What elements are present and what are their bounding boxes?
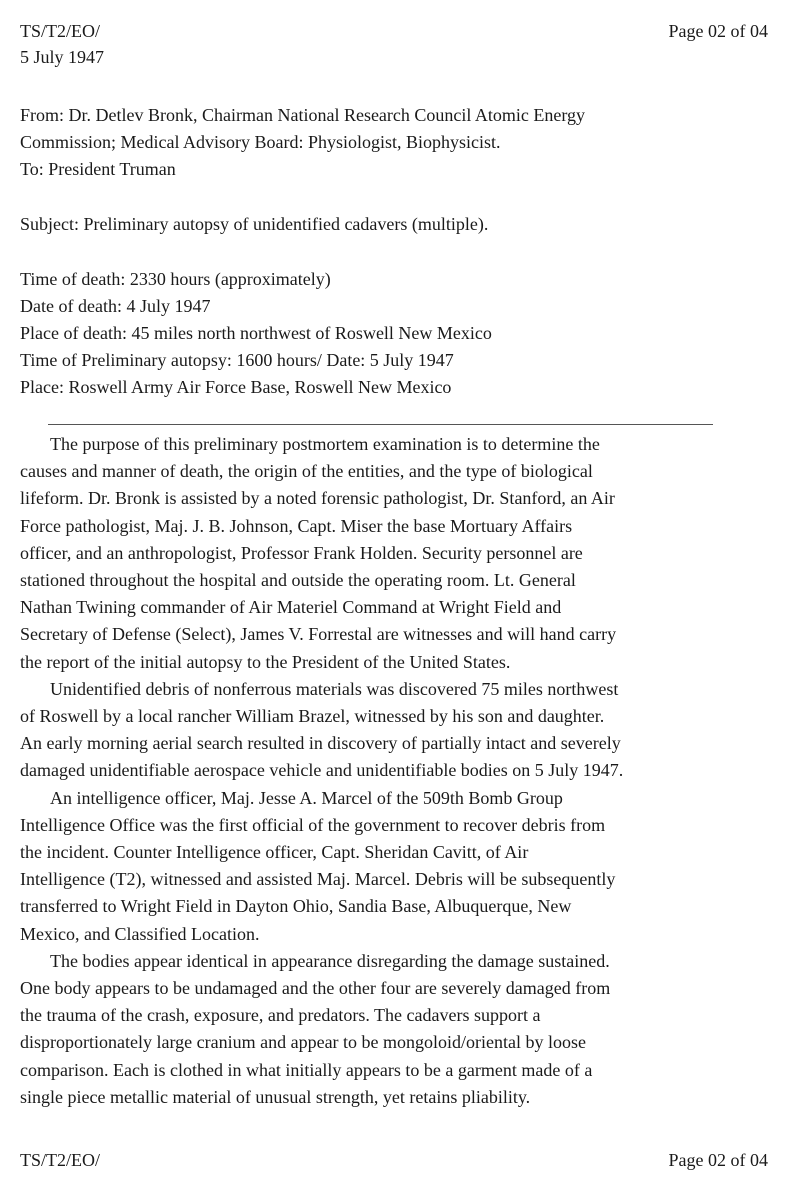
detail-line: Time of death: 2330 hours (approximately): [20, 269, 331, 289]
body-line: officer, and an anthropologist, Professor Frank Holden. Security personnel are: [20, 542, 583, 563]
body-line: the trauma of the crash, exposure, and predators. The cadavers support a: [20, 1005, 541, 1026]
body-line: Intelligence (T2), witnessed and assisted Maj. Marcel. Debris will be subsequently: [20, 869, 616, 890]
body-line: comparison. Each is clothed in what initially appears to be a garment made of a: [20, 1059, 593, 1080]
body-line: transferred to Wright Field in Dayton Ohio, Sandia Base, Albuquerque, New: [20, 896, 572, 917]
body-line: One body appears to be undamaged and the other four are severely damaged from: [20, 978, 611, 999]
body-line: causes and manner of death, the origin of the entities, and the type of biological: [20, 461, 593, 482]
body-line: Unidentified debris of nonferrous materials was discovered 75 miles northwest: [50, 678, 619, 699]
body-line: Secretary of Defense (Select), James V. Forrestal are witnesses and will hand carry: [20, 624, 617, 645]
body-line: stationed throughout the hospital and outside the operating room. Lt. General: [20, 570, 576, 591]
body-line: The bodies appear identical in appearance disregarding the damage sustained.: [50, 950, 610, 971]
body-line: Intelligence Office was the first official of the government to recover debris from: [20, 814, 606, 835]
body-line: Mexico, and Classified Location.: [20, 923, 260, 944]
body-line: single piece metallic material of unusual strength, yet retains pliability.: [20, 1086, 531, 1107]
body-line: the incident. Counter Intelligence officer, Capt. Sheridan Cavitt, of Air: [20, 842, 529, 863]
body-text: [20, 431, 780, 1111]
detail-line: Time of Preliminary autopsy: 1600 hours/ Date: 5 July 1947: [20, 350, 454, 370]
document-date: 5 July 1947: [20, 47, 105, 67]
from-line: From: Dr. Detlev Bronk, Chairman National Research Council Atomic Energy: [20, 105, 586, 125]
detail-line: Date of death: 4 July 1947: [20, 296, 211, 316]
body-line: An intelligence officer, Maj. Jesse A. Marcel of the 509th Bomb Group: [50, 787, 563, 808]
body-line: disproportionately large cranium and appear to be mongoloid/oriental by loose: [20, 1032, 587, 1053]
body-line: An early morning aerial search resulted in discovery of partially intact and severely: [20, 733, 621, 754]
detail-line: Place of death: 45 miles north northwest of Roswell New Mexico: [20, 323, 492, 343]
separator-rule: [48, 424, 713, 425]
detail-line: Place: Roswell Army Air Force Base, Roswell New Mexico: [20, 377, 452, 397]
header-page-number: Page 02 of 04: [668, 21, 768, 41]
to-line: To: President Truman: [20, 159, 176, 179]
body-line: damaged unidentifiable aerospace vehicle and unidentifiable bodies on 5 July 1947.: [20, 760, 624, 781]
header-reference: TS/T2/EO/: [20, 21, 100, 41]
body-line: Force pathologist, Maj. J. B. Johnson, Capt. Miser the base Mortuary Affairs: [20, 515, 573, 536]
details-block: [20, 266, 780, 401]
body-line: The purpose of this preliminary postmortem examination is to determine the: [50, 434, 600, 454]
body-line: Nathan Twining commander of Air Materiel Command at Wright Field and: [20, 597, 562, 618]
body-line: the report of the initial autopsy to the President of the United States.: [20, 651, 511, 672]
body-line: lifeform. Dr. Bronk is assisted by a noted forensic pathologist, Dr. Stanford, an Air: [20, 488, 615, 509]
from-line: Commission; Medical Advisory Board: Physiologist, Biophysicist.: [20, 132, 501, 152]
from-to-block: [20, 102, 780, 183]
footer-reference: TS/T2/EO/: [20, 1150, 100, 1170]
body-line: of Roswell by a local rancher William Brazel, witnessed by his son and daughter.: [20, 706, 605, 727]
page-footer: [20, 1147, 768, 1173]
page-header: [20, 18, 768, 44]
subject-line: Subject: Preliminary autopsy of unidentified cadavers (multiple).: [20, 214, 489, 234]
footer-page-number: Page 02 of 04: [668, 1150, 768, 1170]
